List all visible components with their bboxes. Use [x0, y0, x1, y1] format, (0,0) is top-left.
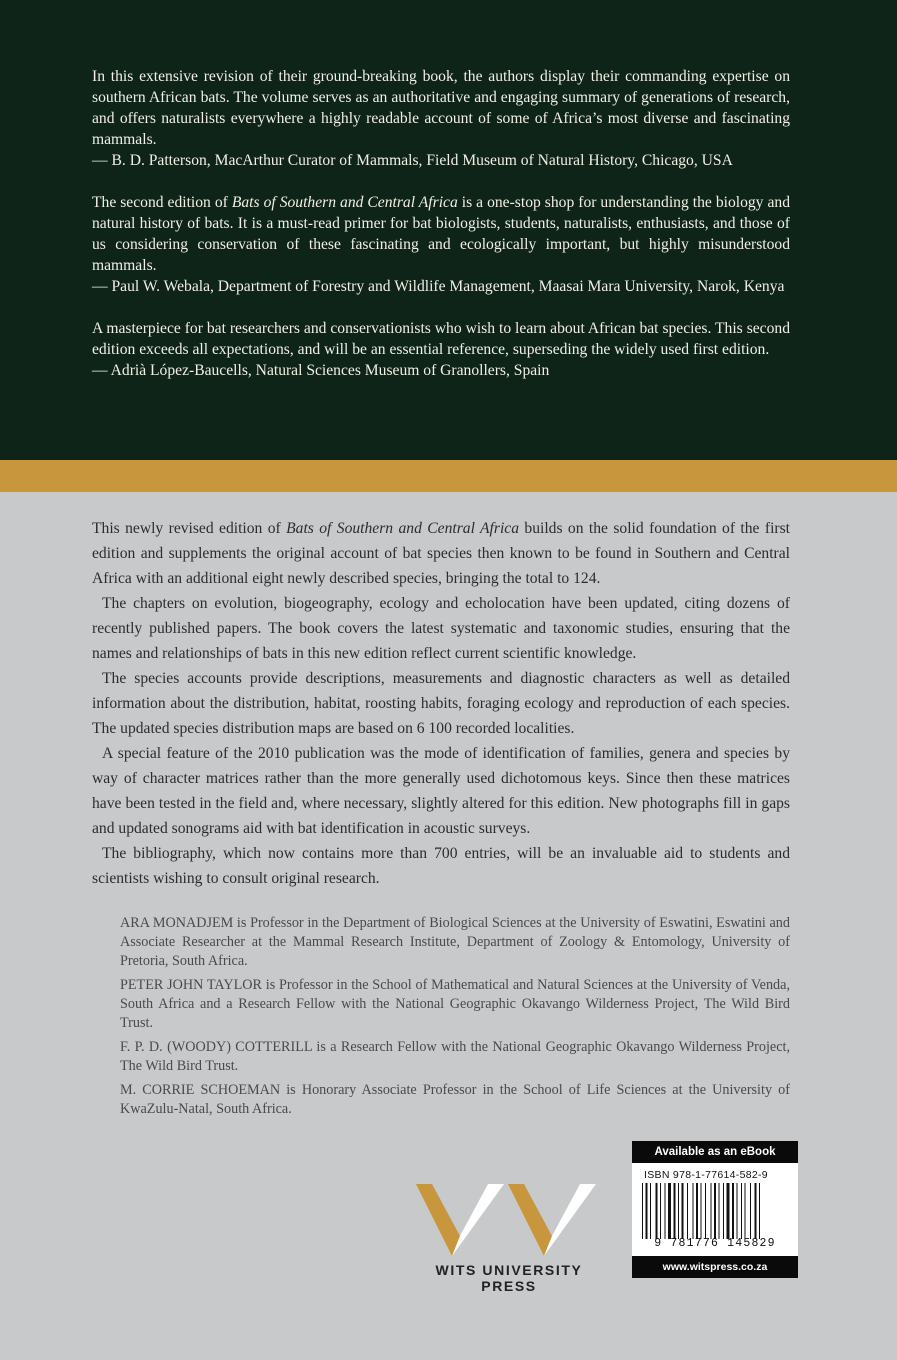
endorsement-text: The second edition of Bats of Southern and Central Africa is a one-stop shop for understanding the biology and natural history of bats. It is a must-read primer for bat biologists, students, naturalists, enthusiasts, and those of us considering conservation of these fascinating and ecologically important, but highly misunderstood mammals.	[92, 194, 790, 274]
author-bios	[120, 914, 790, 1124]
ebook-label: Available as an eBook	[632, 1141, 798, 1163]
isbn-block	[632, 1141, 798, 1278]
author-bio: ARA MONADJEM is Professor in the Department of Biological Sciences at the University of Eswatini, Eswatini and Associate Researcher at the Mammal Research Institute, Department of Zoology & Entomology, University of Pretoria, South Africa.	[120, 915, 790, 969]
author-bio: PETER JOHN TAYLOR is Professor in the School of Mathematical and Natural Sciences at the University of Venda, South Africa and a Research Fellow with the National Geographic Okavango Wilderness Project, The Wild Bird Trust.	[120, 977, 790, 1031]
description-paragraph: This newly revised edition of Bats of Southern and Central Africa builds on the solid foundation of the first edition and supplements the original account of bat species then known to be found in Southern and Central Africa with an additional eight newly described species, bringing the total to 124.	[92, 520, 790, 587]
publisher-website[interactable]: www.witspress.co.za	[632, 1256, 798, 1278]
isbn-number: ISBN 978-1-77614-582-9	[644, 1169, 768, 1181]
description-paragraph: A special feature of the 2010 publication was the mode of identification of families, genera and species by way of character matrices rather than the more generally used dichotomous keys. Since then these matrices have been tested in the field and, where necessary, slightly altered for this edition. New photographs fill in gaps and updated sonograms aid with bat identification in acoustic surveys.	[92, 745, 790, 837]
description-paragraph: The chapters on evolution, biogeography, ecology and echolocation have been updated, citing dozens of recently published papers. The book covers the latest systematic and taxonomic studies, ensuring that the names and relationships of bats in this new edition reflect current scientific knowledge.	[92, 595, 790, 662]
book-title: Bats of Southern and Central Africa	[231, 194, 458, 211]
endorsement-attribution: — B. D. Patterson, MacArthur Curator of Mammals, Field Museum of Natural History, Chicago, USA	[92, 152, 733, 169]
barcode-icon	[640, 1183, 790, 1239]
barcode-area	[632, 1163, 798, 1256]
accent-band	[0, 460, 897, 492]
book-description	[92, 516, 790, 891]
author-bio: F. P. D. (WOODY) COTTERILL is a Research Fellow with the National Geographic Okavango Wilderness Project, The Wild Bird Trust.	[120, 1039, 790, 1074]
endorsement-1	[92, 66, 790, 171]
endorsement-text: A masterpiece for bat researchers and conservationists who wish to learn about African bat species. This second edition exceeds all expectations, and will be an essential reference, superseding the widely used first edition.	[92, 320, 790, 358]
description-paragraph: The bibliography, which now contains more than 700 entries, will be an invaluable aid to students and scientists wishing to consult original research.	[92, 845, 790, 887]
book-title: Bats of Southern and Central Africa	[286, 520, 520, 537]
author-bio: M. CORRIE SCHOEMAN is Honorary Associate Professor in the School of Life Sciences at the University of KwaZulu-Natal, South Africa.	[120, 1082, 790, 1117]
barcode-digits: 9 781776 145829	[654, 1237, 776, 1250]
endorsement-list	[92, 66, 790, 402]
endorsement-text: In this extensive revision of their ground-breaking book, the authors display their commanding expertise on southern African bats. The volume serves as an authoritative and engaging summary of generations of research, and offers naturalists everywhere a highly readable account of some of Africa’s most diverse and fascinating mammals.	[92, 68, 790, 148]
endorsement-3	[92, 318, 790, 381]
endorsement-attribution: — Paul W. Webala, Department of Forestry and Wildlife Management, Maasai Mara University, Narok, Kenya	[92, 278, 785, 295]
endorsement-2	[92, 192, 790, 297]
wits-logo-icon	[416, 1184, 600, 1268]
endorsements-panel	[0, 0, 897, 460]
publisher-name: WITS UNIVERSITY PRESS	[435, 1262, 583, 1294]
description-paragraph: The species accounts provide descriptions, measurements and diagnostic characters as well as detailed information about the distribution, habitat, roosting habits, foraging ecology and reproduction of each species. The updated species distribution maps are based on 6 100 recorded localities.	[92, 670, 790, 737]
endorsement-attribution: — Adrià López-Baucells, Natural Sciences Museum of Granollers, Spain	[92, 362, 550, 379]
